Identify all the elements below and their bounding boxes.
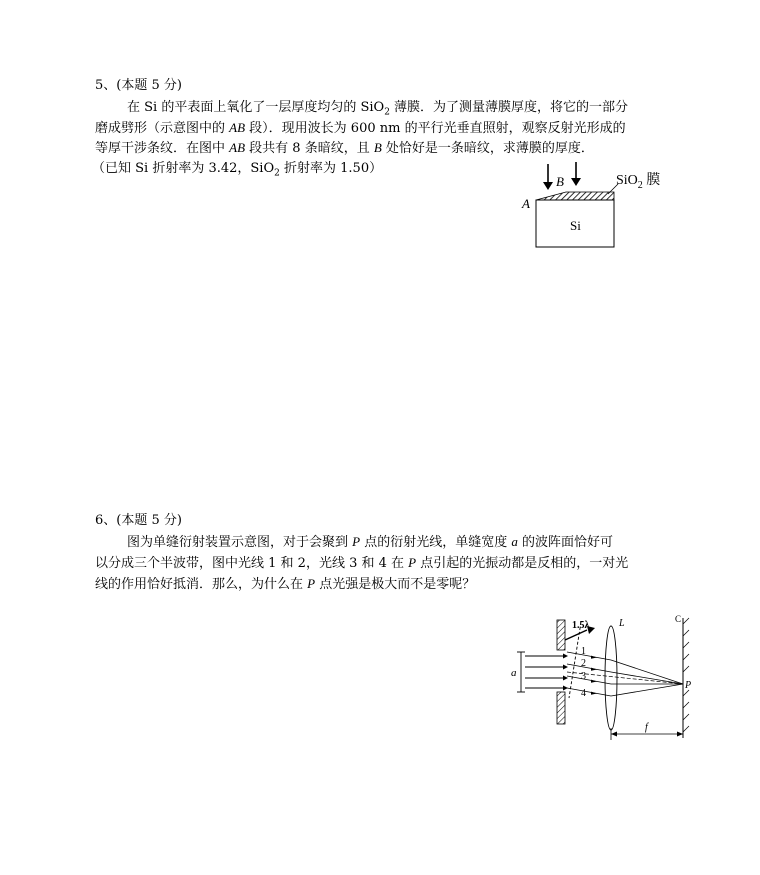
single-slit-figure [505, 612, 695, 744]
slit-screen-bottom [557, 692, 565, 724]
question-6-header: 6、(本题 5 分) [95, 513, 182, 528]
incident-arrowhead-2 [571, 178, 581, 186]
lens [605, 626, 617, 730]
question-5-header: 5、(本题 5 分) [95, 78, 182, 93]
ray-label-1: 1 [581, 646, 586, 657]
label-f: f [645, 722, 648, 733]
label-a: A [522, 196, 530, 211]
label-path-difference: 1.5λ [572, 620, 590, 631]
slit-screen-top [557, 620, 565, 650]
q6-text-line-3: 线的作用恰好抵消．那么，为什么在 P 点光强是极大而不是零呢？ [95, 576, 476, 592]
ray-label-4: 4 [581, 688, 586, 699]
q6-text-line-1: 图为单缝衍射装置示意图，对于会聚到 P 点的衍射光线，单缝宽度 a 的波阵面恰好可 [127, 534, 613, 550]
screen-hatching [683, 618, 692, 732]
path-diff-arrow [565, 630, 587, 640]
q5-text-line-1: 在 Si 的平表面上氧化了一层厚度均匀的 SiO$_2$ 薄膜．为了测量薄膜厚度，将它的一部分 [127, 100, 629, 118]
q5-text-line-2: 磨成劈形（示意图中的 AB 段）．现用波长为 600 nm 的平行光垂直照射，观察反射光形成的 [95, 120, 626, 136]
ray-label-3: 3 [581, 671, 586, 682]
si-wedge-figure [510, 160, 700, 255]
label-p: P [685, 680, 692, 691]
label-sio2-film: SiO$_2$ 膜 [616, 173, 661, 191]
label-lens: L [619, 618, 625, 629]
q6-text-line-2: 以分成三个半波带，图中光线 1 和 2，光线 3 和 4 在 P 点引起的光振动都是反相的，一对光 [95, 555, 629, 571]
ray-label-2: 2 [581, 658, 586, 669]
label-screen: C [675, 614, 682, 624]
q5-text-line-3: 等厚干涉条纹．在图中 AB 段共有 8 条暗纹，且 B 处恰好是一条暗纹，求薄膜的厚度． [95, 140, 594, 156]
label-a: a [511, 667, 517, 679]
incident-rays [525, 656, 563, 688]
incident-arrowhead-1 [543, 182, 553, 190]
label-si: Si [570, 218, 581, 233]
label-b: B [556, 174, 564, 189]
q5-text-line-4: （已知 Si 折射率为 3.42，SiO$_2$ 折射率为 1.50） [92, 161, 383, 179]
sio2-film [536, 192, 614, 200]
